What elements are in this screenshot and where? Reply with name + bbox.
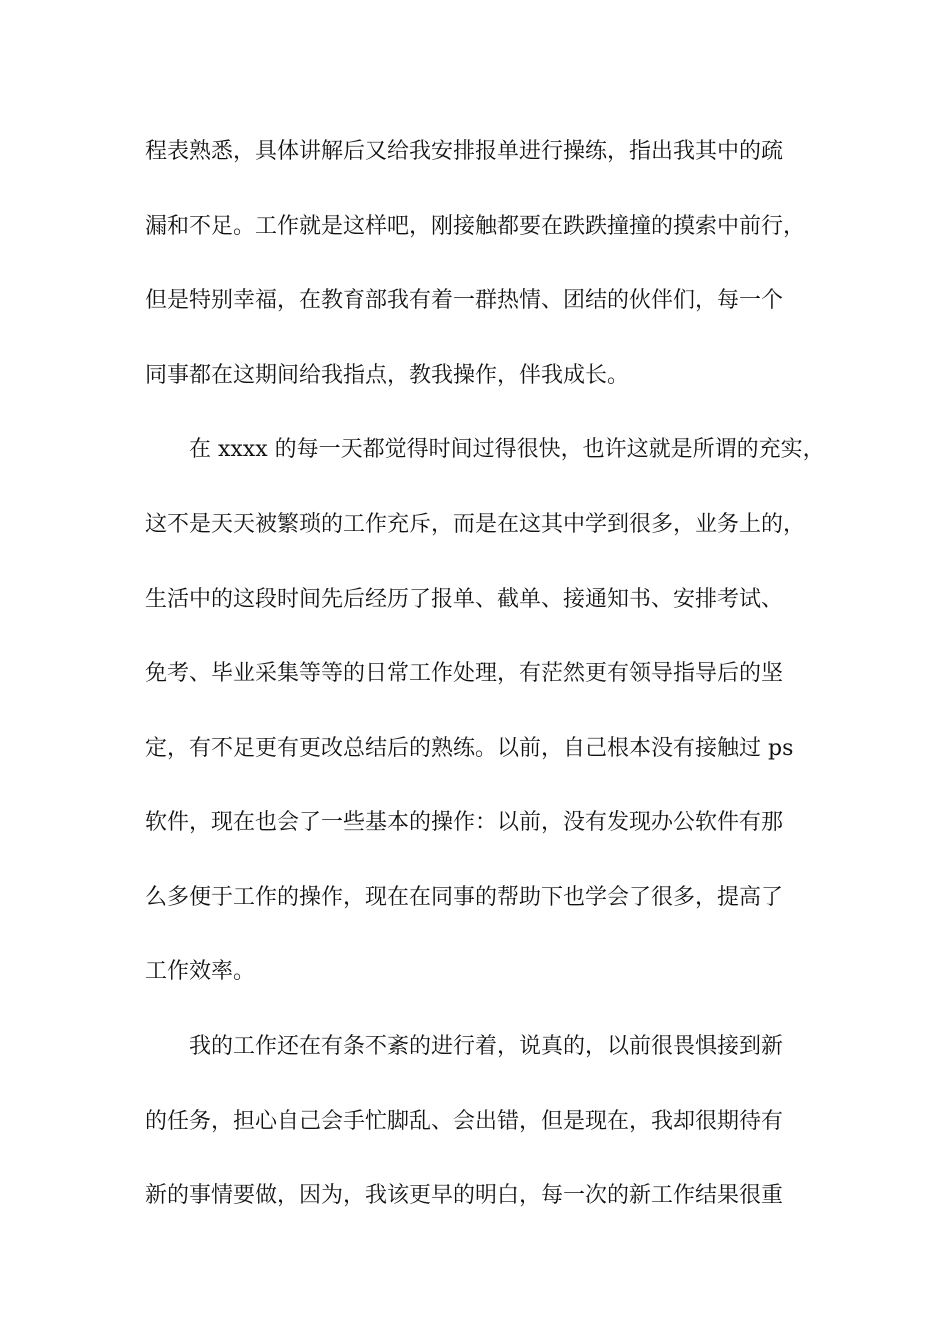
text-line: 在 xxxx 的每一天都觉得时间过得很快，也许这就是所谓的充实， [189, 437, 825, 462]
text-line: 么多便于工作的操作，现在在同事的帮助下也学会了很多，提高了 [145, 885, 784, 910]
text-line: 漏和不足。工作就是这样吧，刚接触都要在跌跌撞撞的摸索中前行， [145, 214, 806, 239]
text-line: 新的事情要做，因为，我该更早的明白，每一次的新工作结果很重 [145, 1183, 784, 1208]
text-line: 免考、毕业采集等等的日常工作处理，有茫然更有领导指导后的坚 [145, 661, 784, 686]
text-line: 的任务，担心自己会手忙脚乱、会出错，但是现在，我却很期待有 [145, 1109, 784, 1134]
text-line: 同事都在这期间给我指点，教我操作，伴我成长。 [145, 363, 630, 388]
text-line: 我的工作还在有条不紊的进行着，说真的，以前很畏惧接到新 [189, 1034, 784, 1059]
text-line: 软件，现在也会了一些基本的操作：以前，没有发现办公软件有那 [145, 810, 784, 835]
text-line: 这不是天天被繁琐的工作充斥，而是在这其中学到很多，业务上的， [145, 512, 806, 537]
text-line: 工作效率。 [145, 959, 256, 984]
text-line: 程表熟悉，具体讲解后又给我安排报单进行操练，指出我其中的疏 [145, 139, 784, 164]
text-line: 但是特别幸福，在教育部我有着一群热情、团结的伙伴们，每一个 [145, 288, 784, 313]
text-line: 定，有不足更有更改总结后的熟练。以前，自己根本没有接触过 ps [145, 736, 794, 761]
text-line: 生活中的这段时间先后经历了报单、截单、接通知书、安排考试、 [145, 587, 784, 612]
